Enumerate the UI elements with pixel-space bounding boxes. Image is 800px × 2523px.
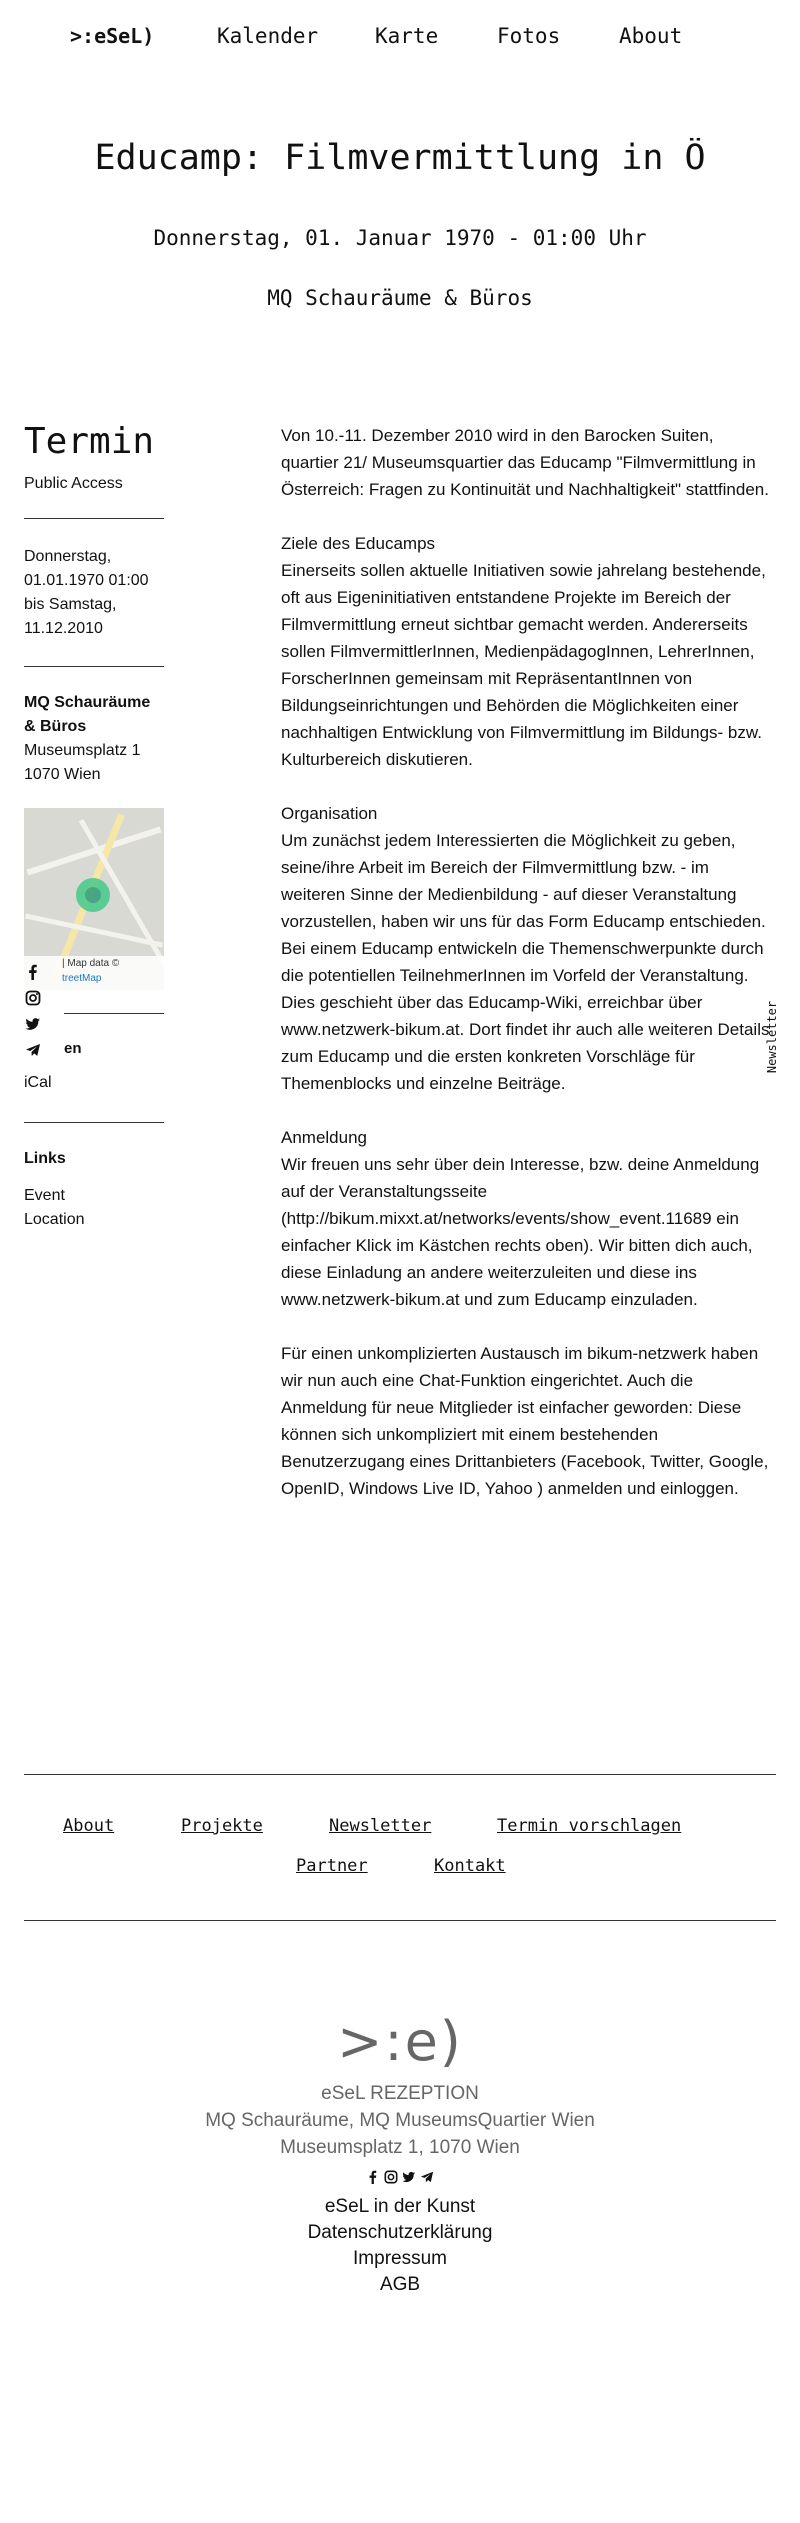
- top-nav: [0, 22, 800, 52]
- sidebar-heading: Termin: [24, 421, 155, 462]
- divider: [24, 1920, 776, 1921]
- footer-link-about[interactable]: About: [63, 1816, 115, 1836]
- event-date-range: Donnerstag, 01.01.1970 01:00 bis Samstag, 11.12.2010: [24, 548, 149, 637]
- divider: [24, 518, 164, 519]
- footer-link-partner[interactable]: Partner: [296, 1856, 368, 1876]
- facebook-icon[interactable]: [24, 964, 42, 980]
- footer-link-kontakt[interactable]: Kontakt: [434, 1856, 506, 1876]
- goals-heading: Ziele des Educamps: [281, 534, 436, 553]
- access-label: Public Access: [24, 475, 123, 492]
- link-event[interactable]: Event: [24, 1187, 65, 1204]
- links-heading: Links: [24, 1150, 66, 1167]
- organisation-text: Um zunächst jedem Interessierten die Möglichkeit zu geben, seine/ihre Arbeit im Bereich der Filmvermittlung bzw. - im weiteren Sinne der Medienbildung - auf dieser Veranstaltung vorzustellen, haben wir uns für das Form Educamp entschieden. Bei einem Educamp entwickeln die Themenschwerpunkte durch die potentiellen TeilnehmerInnen im Vorfeld der Veranstaltung. Dies geschieht über das Educamp-Wiki, erreichbar über www.netzwerk-bikum.at. Dort findet ihr auch alle weiteren Details zum Educamp und die ersten konkreten Vorschläge für Themenblocks und einzelne Beiträge.: [281, 831, 770, 1093]
- footer-link-datenschutz[interactable]: Datenschutzerklärung: [307, 2222, 493, 2243]
- goals-section: [281, 530, 773, 773]
- map-marker[interactable]: [76, 878, 110, 912]
- footer-link-projekte[interactable]: Projekte: [181, 1816, 263, 1836]
- newsletter-tab[interactable]: Newsletter: [765, 1000, 780, 1074]
- footer-link-agb[interactable]: AGB: [379, 2274, 421, 2295]
- event-sidebar: [24, 420, 164, 787]
- goals-text: Einerseits sollen aktuelle Initiativen sowie jahrelang bestehende, oft aus Eigeninitiativen entstandene Projekte im Bereich der Filmvermittlung erneut sichtbar gemacht werden. Andererseits sollen FilmvermittlerInnen, MedienpädagogInnen, LehrerInnen, ForscherInnen gemeinsam mit RepräsentantInnen von Bildungseinrichtungen und Behörden die Möglichkeiten einer nachhaltigen Entwicklung von Filmvermittlung im Bildungs- bzw. Kulturbereich diskutieren.: [281, 561, 766, 769]
- footer-link-impressum[interactable]: Impressum: [353, 2248, 447, 2269]
- event-venue: MQ Schauräume & Büros: [267, 286, 533, 310]
- footer-logo: >:e): [337, 2010, 463, 2073]
- registration-heading: Anmeldung: [281, 1128, 368, 1147]
- instagram-icon[interactable]: [384, 2170, 398, 2184]
- event-description: [281, 422, 773, 1529]
- sidebar-links: [24, 1184, 85, 1232]
- divider: [24, 666, 164, 667]
- nav-item-kalender[interactable]: Kalender: [217, 24, 319, 48]
- telegram-icon[interactable]: [420, 2170, 434, 2184]
- footer-address: eSeL REZEPTION MQ Schauräume, MQ MuseumsQuartier Wien Museumsplatz 1, 1070 Wien: [205, 2083, 595, 2158]
- twitter-icon[interactable]: [24, 1016, 42, 1032]
- registration-text: Wir freuen uns sehr über dein Interesse, bzw. deine Anmeldung auf der Veranstaltungsseite (http://bikum.mixxt.at/networks/events/show_event.11689 ein einfacher Klick im Kästchen rechts oben). Wir bitten dich auch, diese Einladung an andere weiterzuleiten und diese ins www.netzwerk-bikum.at und zum Educamp einzuladen.: [281, 1155, 760, 1309]
- venue-map[interactable]: [24, 808, 164, 990]
- event-datetime: Donnerstag, 01. Januar 1970 - 01:00 Uhr: [153, 226, 647, 250]
- site-logo[interactable]: >:eSeL): [70, 24, 155, 48]
- divider: [64, 1013, 164, 1014]
- organisation-section: [281, 800, 773, 1097]
- organisation-heading: Organisation: [281, 804, 378, 823]
- telegram-icon[interactable]: [24, 1042, 42, 1058]
- registration-section: [281, 1124, 773, 1313]
- footer-links: [0, 2194, 800, 2298]
- intro-paragraph: Von 10.-11. Dezember 2010 wird in den Barocken Suiten, quartier 21/ Museumsquartier das Educamp "Filmvermittlung in Österreich: Fragen zu Kontinuität und Nachhaltigkeit" stattfinden.: [281, 426, 769, 499]
- share-label: en: [64, 1040, 82, 1057]
- divider: [24, 1122, 164, 1123]
- openstreetmap-link[interactable]: treetMap: [62, 973, 102, 984]
- footer-link-termin-vorschlagen[interactable]: Termin vorschlagen: [497, 1816, 682, 1836]
- page-title: Educamp: Filmvermittlung in Ö: [94, 138, 706, 178]
- facebook-icon[interactable]: [366, 2170, 380, 2184]
- footer-social-icons: [0, 2170, 800, 2187]
- nav-item-karte[interactable]: Karte: [375, 24, 439, 48]
- venue-address: Museumsplatz 1 1070 Wien: [24, 742, 141, 783]
- twitter-icon[interactable]: [402, 2170, 416, 2184]
- nav-item-about[interactable]: About: [619, 24, 683, 48]
- link-location[interactable]: Location: [24, 1211, 85, 1228]
- footer-link-esel-kunst[interactable]: eSeL in der Kunst: [324, 2196, 476, 2217]
- venue-name[interactable]: MQ Schauräume & Büros: [24, 694, 151, 735]
- instagram-icon[interactable]: [24, 990, 42, 1006]
- chat-paragraph: Für einen unkomplizierten Austausch im bikum-netzwerk haben wir nun auch eine Chat-Funktion eingerichtet. Auch die Anmeldung für neue Mitglieder ist einfacher geworden: Diese können sich unkompliziert mit einem bestehenden Benutzerzugang eines Drittanbieters (Facebook, Twitter, Google, OpenID, Windows Live ID, Yahoo ) anmelden und einloggen.: [281, 1344, 769, 1498]
- divider: [24, 1774, 776, 1775]
- map-road: [26, 827, 161, 876]
- footer-link-newsletter[interactable]: Newsletter: [329, 1816, 432, 1836]
- ical-link[interactable]: iCal: [24, 1074, 52, 1091]
- nav-item-fotos[interactable]: Fotos: [497, 24, 561, 48]
- map-attribution: | Map data © treetMap: [24, 956, 164, 990]
